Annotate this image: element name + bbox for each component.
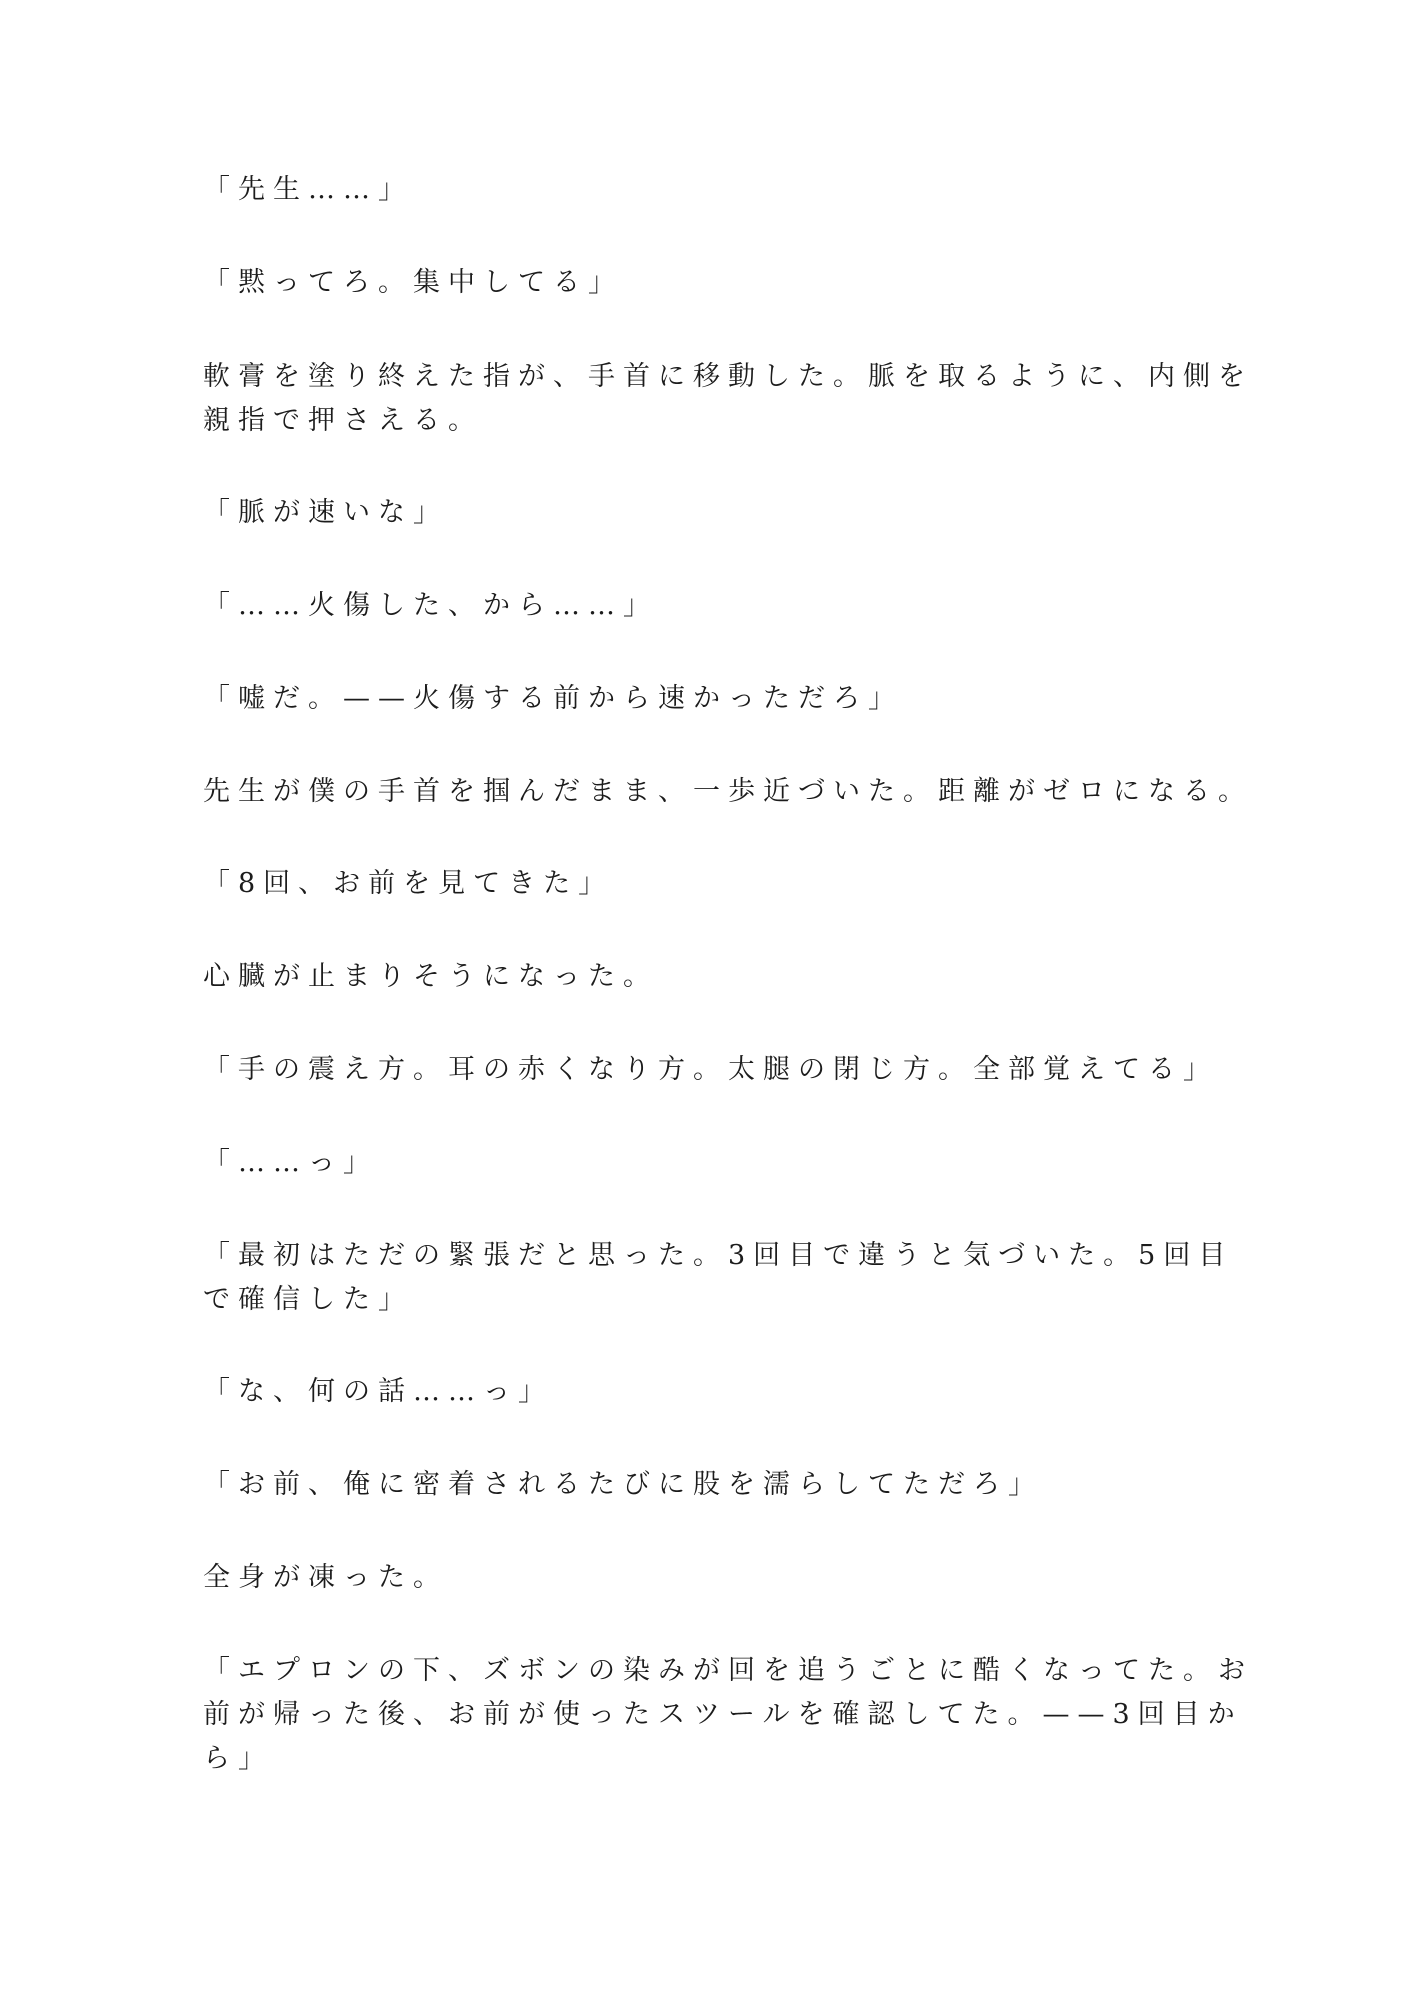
- paragraph-line: 「……火傷した、から……」: [203, 590, 658, 621]
- paragraph-12: [203, 1234, 1233, 1322]
- paragraph-7: [203, 770, 1253, 814]
- paragraph-6: [203, 677, 903, 721]
- paragraph-4: [203, 491, 448, 535]
- paragraph-16: [203, 1649, 1253, 1781]
- paragraph-line: 「お前、俺に密着されるたびに股を濡らしてただろ」: [203, 1469, 1043, 1500]
- paragraph-line: 「手の震え方。耳の赤くなり方。太腿の閉じ方。全部覚えてる」: [203, 1054, 1218, 1085]
- paragraph-line: 全身が凍った。: [203, 1562, 448, 1593]
- paragraph-line: 心臓が止まりそうになった。: [203, 961, 658, 992]
- paragraph-5: [203, 584, 658, 628]
- paragraph-line: 「嘘だ。——火傷する前から速かっただろ」: [203, 683, 903, 714]
- paragraph-line: 「8回、お前を見てきた」: [203, 868, 614, 899]
- paragraph-1: [203, 168, 413, 212]
- paragraph-3: [203, 355, 1253, 443]
- paragraph-line: 「先生……」: [203, 174, 413, 205]
- paragraph-15: [203, 1556, 448, 1600]
- paragraph-line: 「な、何の話……っ」: [203, 1376, 553, 1407]
- paragraph-11: [203, 1141, 378, 1185]
- paragraph-line: ら」: [203, 1743, 273, 1774]
- paragraph-line: 「脈が速いな」: [203, 497, 448, 528]
- paragraph-line: 軟膏を塗り終えた指が、手首に移動した。脈を取るように、内側を: [203, 361, 1253, 392]
- paragraph-8: [203, 862, 613, 906]
- paragraph-line: 親指で押さえる。: [203, 405, 483, 436]
- paragraph-10: [203, 1048, 1218, 1092]
- paragraph-line: 「黙ってろ。集中してる」: [203, 267, 623, 298]
- paragraph-line: 「エプロンの下、ズボンの染みが回を追うごとに酷くなってた。お: [203, 1655, 1253, 1686]
- paragraph-line: で確信した」: [203, 1284, 413, 1315]
- paragraph-line: 前が帰った後、お前が使ったスツールを確認してた。——3回目か: [203, 1699, 1243, 1730]
- paragraph-line: 「……っ」: [203, 1147, 378, 1178]
- paragraph-line: 「最初はただの緊張だと思った。3回目で違うと気づいた。5回目: [203, 1240, 1234, 1271]
- paragraph-line: 先生が僕の手首を掴んだまま、一歩近づいた。距離がゼロになる。: [203, 776, 1253, 807]
- paragraph-13: [203, 1370, 553, 1414]
- paragraph-2: [203, 261, 623, 305]
- paragraph-14: [203, 1463, 1043, 1507]
- paragraph-9: [203, 955, 658, 999]
